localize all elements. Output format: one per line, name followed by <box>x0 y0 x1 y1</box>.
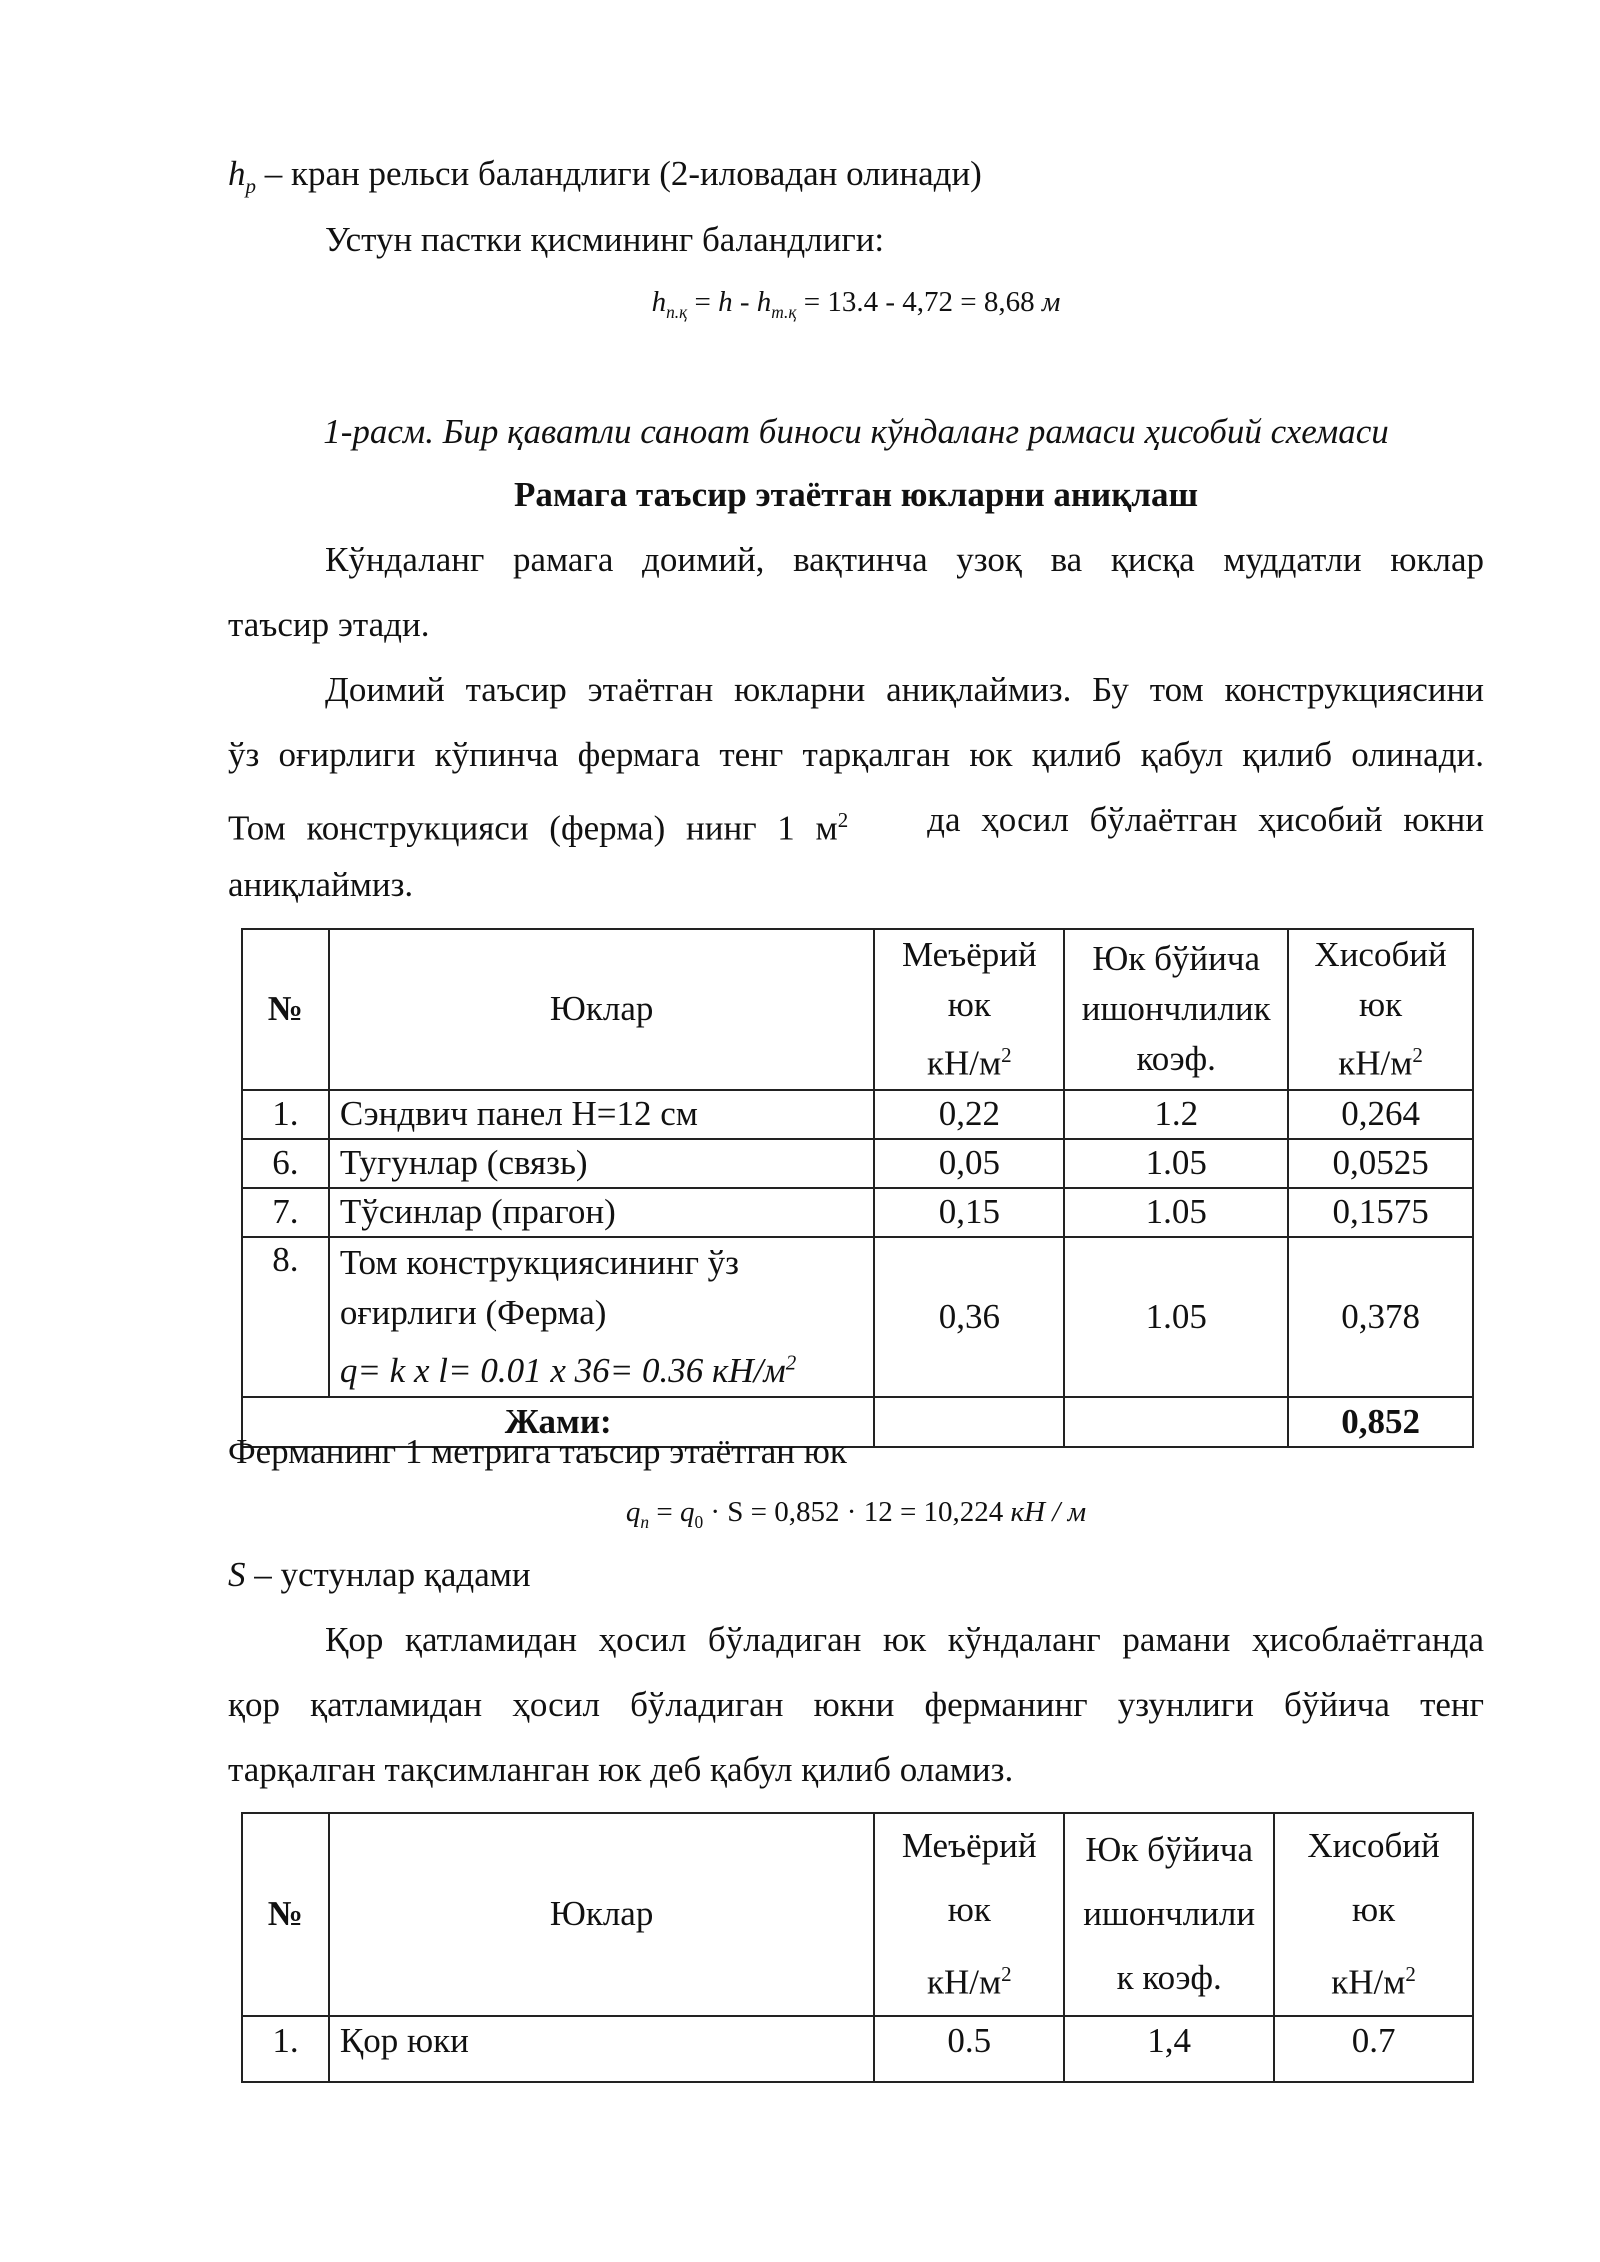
header-loads: Юклар <box>329 929 875 1090</box>
paragraph-1-line-1: Кўндаланг рамага доимий, вақтинча узоқ ва қисқа муддатли юклар <box>325 540 1484 579</box>
formula-lhs: h <box>651 286 667 318</box>
row-normative: 0,36 <box>874 1237 1064 1398</box>
row-normative: 0.5 <box>874 2016 1064 2082</box>
row-coef: 1.05 <box>1064 1139 1288 1188</box>
row-num: 8. <box>242 1237 329 1398</box>
row-name: Тугунлар (связь) <box>329 1139 875 1188</box>
row-design: 0,378 <box>1288 1237 1473 1398</box>
header-design-load: Хисобий юк $кН/м^2$ <box>1274 1813 1473 2016</box>
row-num: 7. <box>242 1188 329 1237</box>
snow-load-table <box>241 1812 1474 2083</box>
column-spacing-line <box>228 1553 531 1597</box>
total-design: 0,852 <box>1288 1397 1473 1447</box>
row-normative: 0,05 <box>874 1139 1064 1188</box>
table-row <box>242 1237 1473 1398</box>
row-design: 0,1575 <box>1288 1188 1473 1237</box>
paragraph-3-line-3: тарқалган тақсимланган юк деб қабул қилиб оламиз. <box>228 1750 1014 1789</box>
table-row <box>242 2016 1473 2082</box>
para2-l3-pre: Том конструкцияси (ферма) нинг 1 м <box>228 808 838 848</box>
row-coef: 1.2 <box>1064 1090 1288 1139</box>
formula-truss-load: $q_n = q_0 \cdot S = 0,852 \cdot 12 = 10,224$ кН / м <box>625 1496 1087 1532</box>
header-num: № <box>242 929 329 1090</box>
para2-l3-post: да ҳосил бўлаётган ҳисобий юкни <box>927 800 1484 839</box>
truss-load-line: Ферманинг 1 метрига таъсир этаётган юк <box>228 1432 847 1471</box>
formula-result: = 13.4 - 4,72 = 8,68 <box>796 286 1042 318</box>
header-reliability-coef: Юк бўйича ишончлили к коэф. <box>1064 1813 1274 2016</box>
line-text: – кран рельси баландлиги (2-иловадан олинади) <box>256 154 982 193</box>
formula-lower-column-height: $h_{п.қ} = h - h_{т.қ} = 13.4 - 4,72 = 8,68$ м <box>651 286 1061 322</box>
row-normative: 0,15 <box>874 1188 1064 1237</box>
row-normative: 0,22 <box>874 1090 1064 1139</box>
formula-unit: м <box>1041 286 1061 318</box>
permanent-loads-table <box>241 928 1474 1448</box>
para2-l3-sup: 2 <box>837 808 849 832</box>
formula-rhs-sub: т.қ <box>771 301 797 322</box>
paragraph-2-line-2: ўз оғирлиги кўпинча фермага тенг тарқалган юк қилиб қабул қилиб олинади. <box>228 735 1484 774</box>
row-num: 1. <box>242 1090 329 1139</box>
table-row <box>242 1139 1473 1188</box>
paragraph-2-line-3 <box>228 798 1484 851</box>
total-normative-empty <box>874 1397 1064 1447</box>
row-coef: 1,4 <box>1064 2016 1274 2082</box>
header-reliability-coef: Юк бўйича ишончлилик коэф. <box>1064 929 1288 1090</box>
row-name: Сэндвич панел H=12 см <box>329 1090 875 1139</box>
header-normative-load: Меъёрий юк $кН/м^2$ <box>874 1813 1064 2016</box>
paragraph-3-line-1: Қор қатламидан ҳосил бўладиган юк кўндаланг рамани ҳисоблаётганда <box>325 1620 1484 1659</box>
symbol-h: h <box>228 154 246 193</box>
section-heading: Рамага таъсир этаётган юкларни аниқлаш <box>513 475 1199 514</box>
row-design: 0.7 <box>1274 2016 1473 2082</box>
row-num: 6. <box>242 1139 329 1188</box>
header-loads: Юклар <box>329 1813 874 2016</box>
table-row <box>242 1090 1473 1139</box>
row-num: 1. <box>242 2016 329 2082</box>
total-coef-empty <box>1064 1397 1288 1447</box>
table-row <box>242 1188 1473 1237</box>
formula-lhs-sub: п.қ <box>666 301 688 322</box>
paragraph-3-line-2: қор қатламидан ҳосил бўладиган юкни ферманинг узунлиги бўйича тенг <box>228 1685 1484 1724</box>
s-line-text: – устунлар қадами <box>245 1555 531 1594</box>
figure-caption: 1-расм. Бир қаватли саноат биноси кўндаланг рамаси ҳисобий схемаси <box>323 412 1389 451</box>
row-name: Том конструкциясининг ўз оғирлиги (Ферма) q= k x l= 0.01 x 36= 0.36 $кН/м^2$ <box>329 1237 875 1398</box>
paragraph-2-line-1: Доимий таъсир этаётган юкларни аниқлаймиз. Бу том конструкциясини <box>325 670 1484 709</box>
total-label: Жами: <box>242 1397 874 1447</box>
symbol-s: S <box>228 1555 246 1594</box>
paragraph-1-line-2: таъсир этади. <box>228 605 430 644</box>
header-num: № <box>242 1813 329 2016</box>
row-design: 0,264 <box>1288 1090 1473 1139</box>
row-design: 0,0525 <box>1288 1139 1473 1188</box>
symbol-subscript: р <box>245 174 256 198</box>
paragraph-2-line-4: аниқлаймиз. <box>228 865 414 904</box>
column-lower-height-line: Устун пастки қисмининг баландлиги: <box>325 220 885 259</box>
table-header-row <box>242 929 1473 1090</box>
crane-rail-height-line <box>228 152 982 208</box>
table-header-row <box>242 1813 1473 2016</box>
row-name: Тўсинлар (прагон) <box>329 1188 875 1237</box>
row-coef: 1.05 <box>1064 1188 1288 1237</box>
header-normative-load: Меъёрий юк $кН/м^2$ <box>874 929 1064 1090</box>
row-coef: 1.05 <box>1064 1237 1288 1398</box>
formula-rhs: h - h <box>718 286 772 318</box>
header-design-load: Хисобий юк $кН/м^2$ <box>1288 929 1473 1090</box>
row-name: Қор юки <box>329 2016 874 2082</box>
